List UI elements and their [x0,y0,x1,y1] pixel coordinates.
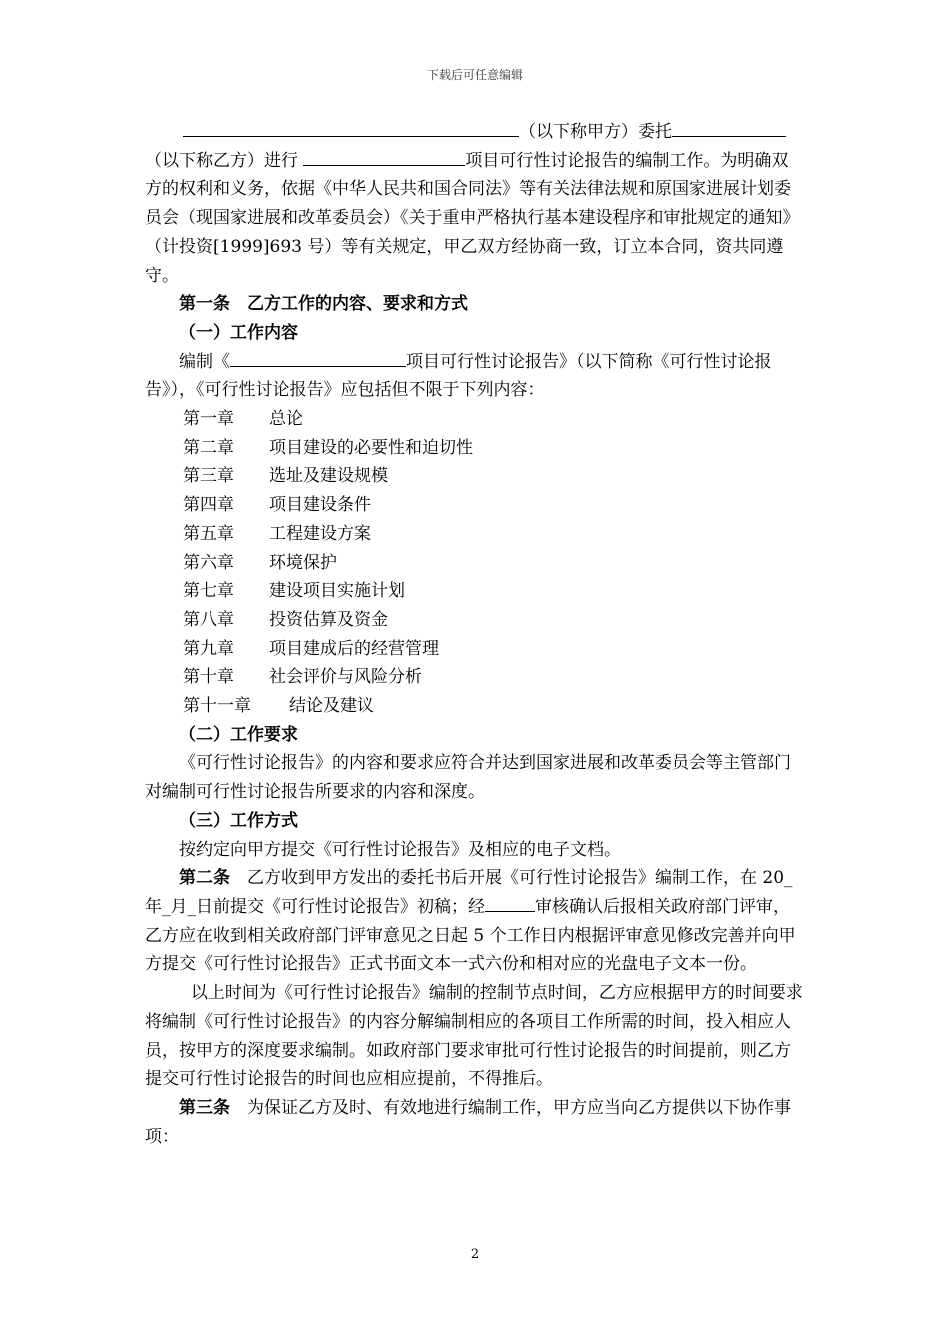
chapter-item [145,462,805,491]
chapter-title: 环境保护 [269,552,337,573]
intro-text-2: （以下称乙方）进行 [145,150,298,171]
article-3-paragraph [145,1094,805,1151]
chapter-number: 第二章 [183,437,234,458]
chapter-title: 社会评价与风险分析 [269,667,422,688]
chapter-number: 第四章 [183,495,234,516]
intro-line-1 [145,118,805,147]
chapter-title: 结论及建议 [289,696,374,717]
section-1-text-a: 编制《 [179,351,230,372]
chapter-item [145,606,805,635]
chapter-title: 建设项目实施计划 [269,581,405,602]
section-3-text: 按约定向甲方提交《可行性讨论报告》及相应的电子文档。 [179,839,621,860]
article-2-text-a: 乙方收到甲方发出的委托书后开展《可行性讨论报告》编制工作，在 20_年_月_日前提交《可行性讨论报告》初稿；经 [145,868,793,917]
article-3-text: 为保证乙方及时、有效地进行编制工作，甲方应当向乙方提供以下协作事项： [145,1097,791,1147]
chapter-item [145,635,805,664]
chapter-number: 第一章 [183,409,234,430]
blank-reviewer [485,894,535,912]
chapter-item [145,405,805,434]
blank-project-name [303,148,465,166]
chapter-title: 项目建设条件 [269,495,371,516]
chapter-item [145,520,805,549]
page-header: 下载后可任意编辑 [426,68,523,82]
chapter-item [145,549,805,578]
chapter-number: 第十一章 [183,696,251,717]
section-1-text [145,348,805,405]
chapter-number: 第十章 [183,667,234,688]
chapter-title: 总论 [269,409,303,430]
section-2-text: 《可行性讨论报告》的内容和要求应符合并达到国家进展和改革委员会等主管部门对编制可行性讨论报告所要求的内容和深度。 [145,753,791,803]
chapter-item [145,663,805,692]
page-number: 2 [470,1247,480,1262]
blank-party-b [672,119,786,137]
chapter-number: 第六章 [183,552,234,573]
section-1-text-b: 项目可行性讨论报告》（以下简称《可行性讨论报告》），《可行性讨论报告》应包括但不限于下列内容： [145,351,772,401]
blank-report-name [230,349,406,367]
intro-text-3: 项目可行性讨论报告的编制工作。为明确双方的权利和义务，依据《中华人民共和国合同法》等有关法律法规和原国家进展计划委员会（现国家进展和改革委员会）《关于重申严格执行基本建设程序和审批规定的通知》（计投资[1999]693 号）等有关规定，甲乙双方经协商一致，订立本合同，资共同遵守。 [145,150,800,286]
chapter-title: 项目建成后的经营管理 [269,638,439,659]
document-body [145,118,805,1151]
chapter-number: 第九章 [183,638,234,659]
chapter-title: 投资估算及资金 [269,609,388,630]
section-3-title: （三）工作方式 [179,810,298,831]
article-1-title: 第一条 乙方工作的内容、要求和方式 [179,294,468,315]
blank-party-a [183,119,519,137]
chapter-title: 工程建设方案 [269,523,371,544]
chapter-item [145,692,805,721]
section-1-title: （一）工作内容 [179,322,298,343]
chapter-list [145,405,805,721]
article-2-text-b: 审核确认后报相关政府部门评审，乙方应在收到相关政府部门评审意见之日起 5 个工作日内根据评审意见修改完善并向甲方提交《可行性讨论报告》正式书面文本一式六份和相对应的光盘电子文本一份。 [145,896,796,975]
intro-text-1: （以下称甲方）委托 [519,122,672,142]
chapter-number: 第三章 [183,466,234,487]
chapter-number: 第七章 [183,581,234,602]
chapter-title: 项目建设的必要性和迫切性 [269,437,473,458]
chapter-number: 第五章 [183,523,234,544]
article-3-label: 第三条 [179,1097,230,1118]
chapter-item [145,491,805,520]
article-2-label: 第二条 [179,868,230,889]
chapter-number: 第八章 [183,609,234,630]
chapter-title: 选址及建设规模 [269,466,388,487]
intro-paragraph [145,147,805,291]
article-2-paragraph-2: 以上时间为《可行性讨论报告》编制的控制节点时间，乙方应根据甲方的时间要求将编制《可行性讨论报告》的内容分解编制相应的各项目工作所需的时间，投入相应人员，按甲方的深度要求编制。如政府部门要求审批可行性讨论报告的时间提前，则乙方提交可行性讨论报告的时间也应相应提前，不得推后。 [145,983,803,1090]
article-2-paragraph [145,864,805,979]
chapter-item [145,577,805,606]
section-2-title: （二）工作要求 [179,724,298,745]
chapter-item [145,434,805,463]
